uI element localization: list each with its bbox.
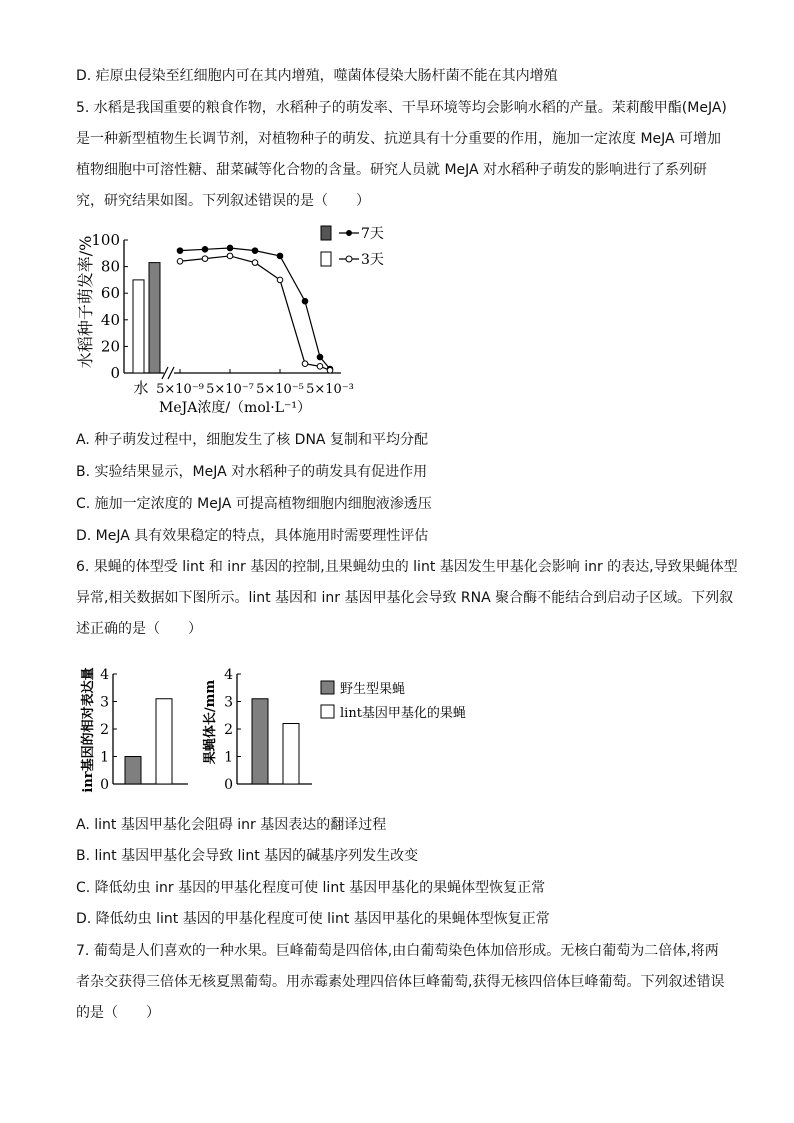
q7-stem-line: 的是（ ） (76, 1005, 160, 1021)
data-point (277, 253, 283, 259)
q6-option-d: D. 降低幼虫 lint 基因的甲基化程度可使 lint 基因甲基化的果蝇体型恢复正常 (76, 911, 550, 927)
data-point (302, 361, 308, 367)
q5-option-b: B. 实验结果显示，MeJA 对水稻种子的萌发具有促进作用 (76, 464, 428, 480)
data-point (177, 258, 183, 264)
q6-option-c: C. 降低幼虫 inr 基因的甲基化程度可使 lint 基因甲基化的果蝇体型恢复正常 (76, 880, 546, 896)
y-tick-label: 0 (110, 364, 120, 382)
data-point (252, 248, 258, 254)
data-point (202, 247, 208, 253)
bar-water-3day (133, 280, 144, 373)
y-tick-label: 40 (100, 310, 120, 329)
x-tick-label: 5×10⁻³ (306, 382, 354, 397)
x-tick-label: 5×10⁻⁵ (256, 382, 304, 397)
y-tick-label: 100 (91, 231, 120, 249)
legend-label-methylated: lint基因甲基化的果蝇 (340, 706, 466, 721)
y-axis-label: 果蝇体长/mm (203, 679, 218, 765)
y-tick-label: 80 (100, 257, 120, 276)
y-tick-label: 0 (224, 777, 233, 793)
data-point (177, 248, 183, 254)
bar-wildtype (252, 699, 268, 784)
legend-label-7day: 7天 (361, 226, 384, 242)
q6-stem-line: 异常,相关数据如下图所示。lint 基因和 inr 基因甲基化会导致 RNA 聚合酶不能结合到启动子区域。下列叙 (76, 590, 734, 606)
y-tick-label: 4 (100, 667, 109, 683)
bar-methylated (283, 724, 299, 785)
q4-option-d: D. 疟原虫侵染至红细胞内可在其内增殖，噬菌体侵染大肠杆菌不能在其内增殖 (76, 68, 558, 84)
legend-marker-3day (346, 256, 352, 262)
inr-expression-chart (76, 660, 186, 800)
q5-option-c: C. 施加一定浓度的 MeJA 可提高植物细胞内细胞液渗透压 (76, 496, 432, 512)
y-tick-label: 1 (100, 749, 109, 766)
q7-stem-line: 者杂交获得三倍体无核夏黑葡萄。用赤霉素处理四倍体巨峰葡萄,获得无核四倍体巨峰葡萄。下列叙述错误 (76, 974, 725, 990)
data-point (227, 253, 233, 259)
y-tick-label: 1 (224, 749, 233, 766)
legend-label-wildtype: 野生型果蝇 (340, 682, 406, 697)
y-axis-label: inr基因的相对表达量 (81, 667, 96, 793)
y-tick-label: 20 (100, 337, 120, 356)
mejia-germination-chart (76, 220, 396, 420)
q6-option-b: B. lint 基因甲基化会导致 lint 基因的碱基序列发生改变 (76, 848, 419, 864)
x-tick-label: 5×10⁻⁹ (156, 382, 204, 397)
series-line-7day (180, 248, 330, 369)
q6-option-a: A. lint 基因甲基化会阻碍 inr 基因表达的翻译过程 (76, 817, 387, 833)
y-tick-label: 3 (100, 694, 109, 711)
data-point (202, 256, 208, 262)
data-point (327, 368, 333, 374)
legend-marker-7day (346, 230, 352, 236)
body-length-chart (200, 660, 530, 800)
y-axis-label: 水稻种子萌发率/% (76, 235, 95, 369)
data-point (317, 354, 323, 360)
axis-break (168, 367, 174, 379)
bar-wildtype (125, 757, 141, 785)
series-line-3day (180, 256, 330, 370)
q5-stem-line: 是一种新型植物生长调节剂，对植物种子的萌发、抗逆具有十分重要的作用，施加一定浓度 MeJA 可增加 (76, 131, 722, 147)
x-tick-label: 5×10⁻⁷ (206, 382, 254, 397)
q5-stem-line: 植物细胞中可溶性糖、甜菜碱等化合物的含量。研究人员就 MeJA 对水稻种子萌发的影响进行了系列研 (76, 162, 708, 178)
x-axis-label: MeJA浓度/（mol·L⁻¹） (159, 400, 311, 416)
data-point (277, 277, 283, 283)
legend-swatch-7day (321, 226, 331, 240)
y-tick-label: 4 (224, 667, 233, 683)
data-point (302, 298, 308, 304)
data-point (317, 364, 323, 370)
q5-stem-line: 5. 水稻是我国重要的粮食作物，水稻种子的萌发率、干旱环境等均会影响水稻的产量。茉莉酸甲酯(MeJA) (76, 100, 727, 116)
bar-methylated (156, 699, 172, 784)
data-point (227, 245, 233, 251)
x-tick-label: 水 (133, 379, 149, 397)
q6-stem-line: 述正确的是（ ） (76, 621, 202, 637)
q5-stem-line: 究，研究结果如图。下列叙述错误的是（ ） (76, 193, 370, 209)
y-tick-label: 2 (100, 722, 109, 738)
legend-label-3day: 3天 (361, 252, 384, 268)
q5-option-a: A. 种子萌发过程中，细胞发生了核 DNA 复制和平均分配 (76, 432, 428, 448)
y-tick-label: 0 (100, 777, 109, 793)
q5-option-d: D. MeJA 具有效果稳定的特点，具体施用时需要理性评估 (76, 528, 429, 544)
bar-water-7day (149, 263, 160, 373)
legend-swatch-3day (321, 252, 331, 266)
y-tick-label: 3 (224, 694, 233, 711)
legend-swatch-wildtype (321, 681, 334, 694)
q7-stem-line: 7. 葡萄是人们喜欢的一种水果。巨峰葡萄是四倍体,由白葡萄染色体加倍形成。无核白葡萄为二倍体,将两 (76, 943, 719, 959)
y-tick-label: 2 (224, 722, 233, 738)
y-tick-label: 60 (100, 284, 120, 303)
q6-stem-line: 6. 果蝇的体型受 lint 和 inr 基因的控制,且果蝇幼虫的 lint 基因发生甲基化会影响 inr 的表达,导致果蝇体型 (76, 559, 738, 575)
legend-swatch-methylated (321, 705, 334, 718)
data-point (252, 260, 258, 266)
